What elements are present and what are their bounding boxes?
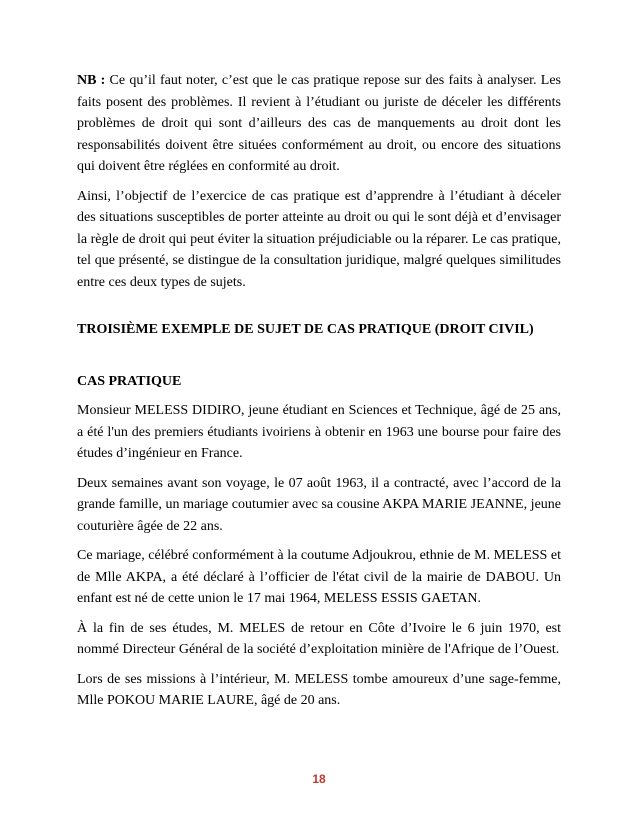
section-title: TROISIÈME EXEMPLE DE SUJET DE CAS PRATIQUE (DROIT CIVIL) [77, 322, 534, 337]
nb-label: NB : [77, 73, 106, 88]
case-paragraph: Lors de ses missions à l’intérieur, M. MELESS tombe amoureux d’une sage-femme, Mlle POKOU MARIE LAURE, âgé de 20 ans. [77, 671, 561, 708]
case-paragraph: Deux semaines avant son voyage, le 07 août 1963, il a contracté, avec l’accord de la grande famille, un mariage coutumier avec sa cousine AKPA MARIE JEANNE, jeune couturière âgée de 22 ans. [77, 475, 561, 534]
case-paragraph: Ce mariage, célébré conformément à la coutume Adjoukrou, ethnie de M. MELESS et de Mlle AKPA, a été déclaré à l’officier de l'état civil de la mairie de DABOU. Un enfant est né de cette union le 17 mai 1964, MELESS ESSIS GAETAN. [77, 548, 561, 606]
page-number: 18 [312, 772, 326, 786]
case-paragraph: Monsieur MELESS DIDIRO, jeune étudiant en Sciences et Technique, âgé de 25 ans, a été l'un des premiers étudiants ivoiriens à obtenir en 1963 une bourse pour faire des études d’ingénieur en France. [77, 403, 561, 461]
document-body [77, 70, 561, 720]
nb-text: Ce qu’il faut noter, c’est que le cas pratique repose sur des faits à analyser. Les faits posent des problèmes. Il revient à l’étudiant ou juriste de déceler les différents problèmes de droit qui sont d’ailleurs des cas de manquements au droit dont les responsabilités doivent être situées conformément au droit, ou encore des situations qui doivent être réglées en conformité au droit. [77, 73, 561, 174]
nb-paragraph [77, 70, 561, 178]
subsection-title: CAS PRATIQUE [77, 373, 182, 389]
case-paragraph: À la fin de ses études, M. MELES de retour en Côte d’Ivoire le 6 juin 1970, est nommé Directeur Général de la société d’exploitation minière de l'Afrique de l’Ouest. [77, 620, 561, 657]
objective-paragraph: Ainsi, l’objectif de l’exercice de cas pratique est d’apprendre à l’étudiant à déceler des situations susceptibles de porter atteinte au droit ou qui le sont déjà et d’envisager la règle de droit qui peut éviter la situation préjudiciable ou la réparer. Le cas pratique, tel que présenté, se distingue de la consultation juridique, malgré quelques similitudes entre ces deux types de sujets. [77, 188, 561, 290]
